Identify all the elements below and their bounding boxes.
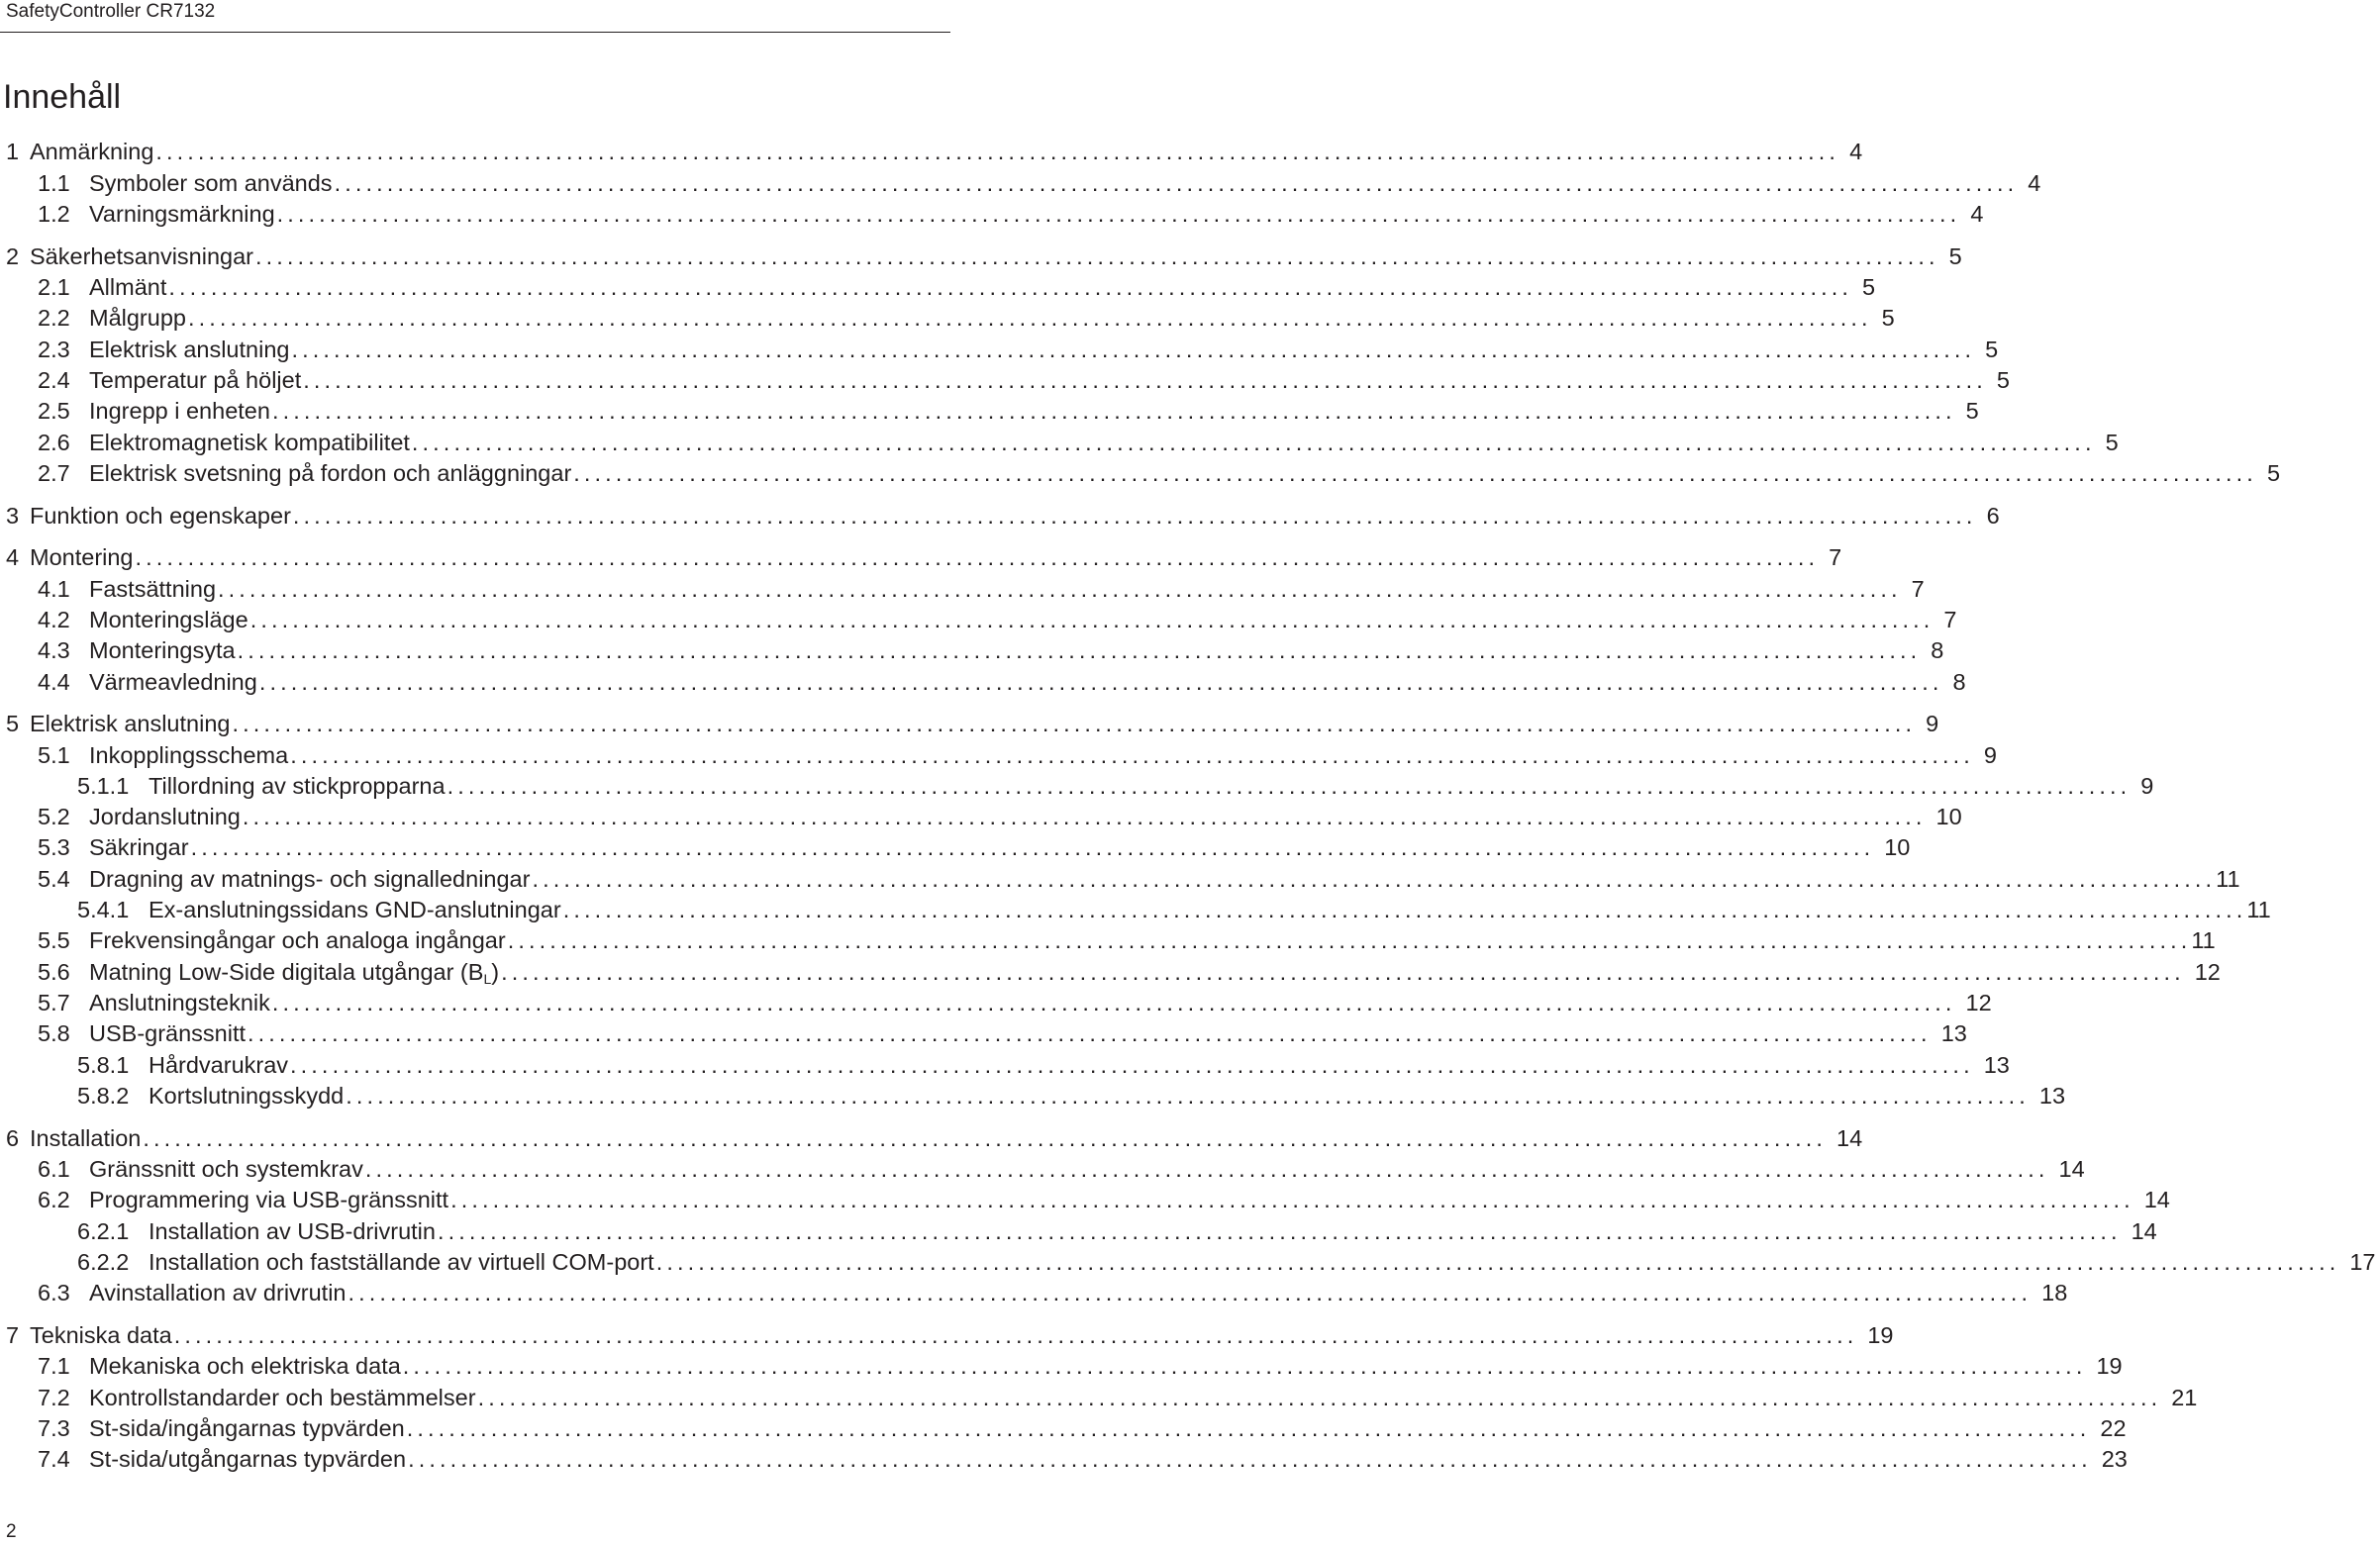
toc-entry-title-text: Monteringsyta (89, 637, 236, 663)
toc-entry-page: 19 (2096, 1353, 2123, 1379)
toc-entry-title (89, 957, 499, 987)
toc-entry-page: 5 (2266, 460, 2281, 486)
toc-entry-page: 7 (1943, 607, 1957, 632)
toc-dot-leader: ................................................................................................................................................................ (402, 1353, 2087, 1379)
toc-entry-title (89, 303, 186, 333)
toc-entry-number: 5.2 (38, 804, 70, 829)
toc-entry-number: 5.3 (38, 834, 70, 860)
toc-entry-5-5 (0, 925, 2216, 955)
toc-entry-2-4 (0, 365, 2010, 395)
toc-entry-title (30, 501, 291, 531)
toc-entry-7-2 (0, 1383, 2198, 1412)
toc-entry-number: 5 (6, 711, 20, 736)
toc-entry-title-text: Mekaniska och elektriska data (89, 1353, 401, 1379)
toc-dot-leader: ................................................................................................................................................................ (271, 398, 1956, 424)
toc-entry-4 (0, 542, 1842, 572)
toc-entry-number: 5.6 (38, 959, 70, 985)
toc-entry-number: 5.8.1 (77, 1052, 130, 1078)
toc-dot-leader: ................................................................................................................................................................ (187, 305, 1872, 331)
toc-entry-7 (0, 1320, 1894, 1350)
toc-entry-5-4 (0, 864, 2240, 894)
toc-entry-title (89, 1351, 401, 1381)
toc-entry-page: 18 (2041, 1280, 2068, 1305)
toc-dot-leader: ................................................................................................................................................................ (411, 430, 2096, 455)
toc-entry-number: 5.7 (38, 990, 70, 1015)
toc-entry-5-2 (0, 802, 1962, 831)
toc-entry-5-8-2 (0, 1081, 2066, 1111)
toc-dot-leader: ................................................................................................................................................................ (450, 1187, 2134, 1212)
toc-entry-title (89, 1018, 246, 1048)
toc-entry-page: 13 (1940, 1020, 1967, 1046)
toc-entry-number: 2.5 (38, 398, 70, 424)
toc-entry-title (89, 864, 530, 894)
toc-heading: Innehåll (3, 78, 122, 116)
toc-entry-title (89, 635, 236, 665)
toc-dot-leader: ................................................................................................................................................................ (291, 337, 1976, 362)
toc-dot-leader: ................................................................................................................................................................ (173, 1322, 1858, 1348)
toc-entry-page: 4 (1970, 201, 1984, 227)
toc-entry-title (89, 428, 410, 457)
toc-entry-title (89, 1383, 476, 1412)
toc-entry-title-text: Säkerhetsanvisningar (30, 243, 253, 269)
toc-entry-number: 4.2 (38, 607, 70, 632)
toc-entry-title-text: Värmeavledning (89, 669, 257, 695)
toc-entry-7-1 (0, 1351, 2123, 1381)
toc-entry-1-2 (0, 199, 1984, 229)
toc-entry-title (149, 1247, 654, 1277)
toc-entry-title (89, 272, 166, 302)
toc-entry-4-2 (0, 605, 1957, 634)
toc-entry-number: 6.2.1 (77, 1218, 130, 1244)
toc-entry-title-text: Jordanslutning (89, 804, 241, 829)
toc-entry-page: 8 (1952, 669, 1966, 695)
toc-dot-leader: ................................................................................................................................................................ (346, 1083, 2030, 1109)
header-rule (0, 32, 950, 33)
toc-entry-title-text: Installation och fastställande av virtuell COM-port (149, 1249, 654, 1275)
toc-entry-title-text: Symboler som används (89, 170, 333, 196)
toc-dot-leader: ................................................................................................................................................................ (501, 959, 2185, 985)
toc-entry-number: 2.7 (38, 460, 70, 486)
toc-entry-page: 5 (1862, 274, 1876, 300)
toc-entry-2-5 (0, 396, 1979, 426)
toc-entry-title (30, 137, 153, 166)
toc-entry-6-2-2 (0, 1247, 2376, 1277)
toc-entry-6-2-1 (0, 1216, 2157, 1246)
toc-entry-title-text: Funktion och egenskaper (30, 503, 291, 529)
toc-entry-title-text: Monteringsläge (89, 607, 248, 632)
toc-entry-number: 4 (6, 544, 20, 570)
toc-entry-title (89, 199, 275, 229)
toc-entry-title-text: Matning Low-Side digitala utgångar (B (89, 959, 484, 985)
toc-entry-page: 12 (1965, 990, 1992, 1015)
toc-entry-page: 5 (2105, 430, 2119, 455)
toc-entry-5-6 (0, 957, 2221, 987)
toc-entry-page: 11 (2246, 897, 2271, 922)
toc-dot-leader: ................................................................................................................................................................ (290, 742, 1974, 768)
toc-entry-title-subscript: L (483, 971, 492, 987)
toc-dot-leader: ................................................................................................................................................................ (507, 927, 2192, 953)
toc-entry-number: 2.1 (38, 274, 70, 300)
toc-dot-leader: ................................................................................................................................................................ (477, 1385, 2162, 1410)
toc-entry-title-text: Elektromagnetisk kompatibilitet (89, 430, 410, 455)
toc-entry-title (30, 542, 134, 572)
toc-entry-page: 17 (2349, 1249, 2376, 1275)
toc-entry-title-text: Fastsättning (89, 576, 217, 602)
toc-entry-title (89, 1154, 363, 1184)
toc-entry-5-8-1 (0, 1050, 2010, 1080)
toc-entry-title (89, 740, 288, 770)
toc-entry-title-text: St-sida/utgångarnas typvärden (89, 1446, 407, 1472)
toc-entry-page: 14 (2143, 1187, 2170, 1212)
toc-entry-title-text: Tekniska data (30, 1322, 172, 1348)
toc-entry-title (89, 802, 241, 831)
toc-entry-page: 9 (2140, 773, 2154, 799)
toc-dot-leader: ................................................................................................................................................................ (532, 866, 2217, 892)
toc-entry-2-6 (0, 428, 2119, 457)
toc-entry-page: 8 (1931, 637, 1944, 663)
toc-entry-title (89, 396, 270, 426)
toc-entry-4-1 (0, 574, 1925, 604)
toc-entry-title-text: Dragning av matnings- och signalledningar (89, 866, 531, 892)
toc-entry-page: 4 (2028, 170, 2041, 196)
toc-entry-page: 11 (2191, 927, 2216, 953)
toc-dot-leader: ................................................................................................................................................................ (408, 1446, 2092, 1472)
toc-entry-5-8 (0, 1018, 1967, 1048)
toc-entry-number: 1.1 (38, 170, 70, 196)
toc-entry-title-text: Temperatur på höljet (89, 367, 302, 393)
toc-entry-2-3 (0, 335, 1999, 364)
toc-entry-title-text: Installation (30, 1125, 142, 1151)
toc-dot-leader: ................................................................................................................................................................ (406, 1415, 2091, 1441)
toc-entry-title-text: Varningsmärkning (89, 201, 275, 227)
toc-dot-leader: ................................................................................................................................................................ (249, 607, 1934, 632)
toc-entry-5-3 (0, 832, 1911, 862)
toc-entry-title (30, 1320, 172, 1350)
toc-entry-title (149, 771, 446, 801)
toc-entry-page: 5 (1948, 243, 1962, 269)
toc-entry-number: 4.1 (38, 576, 70, 602)
toc-entry-title-text: Målgrupp (89, 305, 186, 331)
toc-entry-title-text: Inkopplingsschema (89, 742, 289, 768)
toc-dot-leader: ................................................................................................................................................................ (237, 637, 1922, 663)
toc-dot-leader: ................................................................................................................................................................ (258, 669, 1943, 695)
toc-entry-title (89, 988, 270, 1017)
toc-entry-title-text: Anmärkning (30, 139, 154, 164)
toc-entry-number: 5.4.1 (77, 897, 130, 922)
toc-entry-title-text: Elektrisk anslutning (89, 337, 290, 362)
toc-dot-leader: ................................................................................................................................................................ (248, 1020, 1932, 1046)
toc-entry-page: 21 (2171, 1385, 2198, 1410)
toc-entry-title (149, 895, 561, 924)
toc-entry-page: 11 (2216, 866, 2240, 892)
toc-dot-leader: ................................................................................................................................................................ (255, 243, 1939, 269)
toc-entry-title (89, 1444, 406, 1474)
toc-entry-title (89, 1185, 448, 1214)
toc-entry-number: 2.3 (38, 337, 70, 362)
toc-entry-title (30, 709, 230, 738)
toc-entry-4-3 (0, 635, 1944, 665)
toc-entry-number: 6.3 (38, 1280, 70, 1305)
toc-entry-7-4 (0, 1444, 2128, 1474)
toc-entry-title-text: Elektrisk svetsning på fordon och anläggningar (89, 460, 572, 486)
toc-dot-leader: ................................................................................................................................................................ (276, 201, 1961, 227)
toc-entry-1-1 (0, 168, 2041, 198)
toc-dot-leader: ................................................................................................................................................................ (290, 1052, 1974, 1078)
toc-entry-title-text: Allmänt (89, 274, 167, 300)
toc-entry-page: 7 (1829, 544, 1842, 570)
toc-entry-number: 5.5 (38, 927, 70, 953)
toc-dot-leader: ................................................................................................................................................................ (218, 576, 1902, 602)
toc-entry-title-text: Ex-anslutningssidans GND-anslutningar (149, 897, 561, 922)
toc-entry-title-text: Säkringar (89, 834, 189, 860)
toc-entry-page: 5 (1996, 367, 2010, 393)
toc-entry-number: 5.4 (38, 866, 70, 892)
toc-entry-title-text: Avinstallation av drivrutin (89, 1280, 347, 1305)
toc-entry-page: 22 (2100, 1415, 2127, 1441)
toc-entry-6-1 (0, 1154, 2085, 1184)
toc-entry-page: 5 (1985, 337, 1999, 362)
toc-dot-leader: ................................................................................................................................................................ (347, 1280, 2033, 1305)
toc-entry-title-suffix: ) (491, 959, 500, 985)
toc-entry-number: 4.4 (38, 669, 70, 695)
toc-entry-title-text: Montering (30, 544, 134, 570)
toc-dot-leader: ................................................................................................................................................................ (271, 990, 1956, 1015)
toc-entry-title-text: Installation av USB-drivrutin (149, 1218, 436, 1244)
toc-entry-page: 5 (1965, 398, 1979, 424)
toc-entry-title-text: Hårdvarukrav (149, 1052, 289, 1078)
toc-entry-title (89, 1278, 347, 1307)
toc-entry-title-text: Programmering via USB-gränssnitt (89, 1187, 449, 1212)
toc-entry-6-3 (0, 1278, 2068, 1307)
toc-entry-title (89, 168, 333, 198)
toc-dot-leader: ................................................................................................................................................................ (303, 367, 1987, 393)
toc-entry-page: 14 (1836, 1125, 1863, 1151)
toc-entry-number: 6 (6, 1125, 20, 1151)
toc-entry-4-4 (0, 667, 1966, 697)
toc-entry-number: 2.2 (38, 305, 70, 331)
toc-entry-title-text: St-sida/ingångarnas typvärden (89, 1415, 405, 1441)
toc-entry-number: 2.6 (38, 430, 70, 455)
toc-entry-page: 13 (2038, 1083, 2066, 1109)
toc-entry-title (89, 1413, 405, 1443)
toc-entry-title-text: Gränssnitt och systemkrav (89, 1156, 363, 1182)
toc-entry-1 (0, 137, 1863, 166)
toc-entry-title (89, 365, 301, 395)
toc-entry-title (89, 832, 189, 862)
toc-entry-title (89, 925, 506, 955)
toc-entry-6 (0, 1123, 1863, 1153)
toc-dot-leader: ................................................................................................................................................................ (562, 897, 2247, 922)
toc-entry-number: 1.2 (38, 201, 70, 227)
toc-entry-page: 9 (1926, 711, 1939, 736)
toc-entry-6-2 (0, 1185, 2170, 1214)
toc-entry-7-3 (0, 1413, 2127, 1443)
toc-entry-number: 6.2.2 (77, 1249, 130, 1275)
toc-entry-5-4-1 (0, 895, 2271, 924)
toc-entry-title (89, 667, 257, 697)
toc-dot-leader: ................................................................................................................................................................ (155, 139, 1840, 164)
toc-dot-leader: ................................................................................................................................................................ (232, 711, 1917, 736)
toc-entry-page: 13 (1983, 1052, 2010, 1078)
running-header: SafetyController CR7132 (6, 1, 216, 22)
toc-entry-title (149, 1081, 344, 1111)
toc-entry-page: 9 (1983, 742, 1997, 768)
toc-entry-2-2 (0, 303, 1895, 333)
toc-entry-2-7 (0, 458, 2281, 488)
toc-entry-title (30, 242, 253, 271)
toc-entry-page: 14 (2058, 1156, 2085, 1182)
toc-entry-page: 12 (2194, 959, 2221, 985)
page-number: 2 (6, 1521, 17, 1542)
toc-dot-leader: ................................................................................................................................................................ (135, 544, 1820, 570)
toc-entry-page: 19 (1867, 1322, 1894, 1348)
toc-entry-5-1 (0, 740, 1997, 770)
toc-entry-title-text: Ingrepp i enheten (89, 398, 270, 424)
toc-entry-title (89, 574, 216, 604)
toc-entry-page: 14 (2131, 1218, 2157, 1244)
toc-entry-title (149, 1216, 436, 1246)
toc-dot-leader: ................................................................................................................................................................ (446, 773, 2132, 799)
toc-entry-number: 7.3 (38, 1415, 70, 1441)
toc-entry-title-text: Elektrisk anslutning (30, 711, 231, 736)
toc-entry-page: 4 (1849, 139, 1863, 164)
toc-entry-number: 4.3 (38, 637, 70, 663)
toc-entry-page: 6 (1986, 503, 2000, 529)
toc-entry-number: 2.4 (38, 367, 70, 393)
toc-entry-title-text: Kontrollstandarder och bestämmelser (89, 1385, 476, 1410)
toc-entry-page: 23 (2101, 1446, 2128, 1472)
toc-dot-leader: ................................................................................................................................................................ (334, 170, 2019, 196)
toc-entry-title (89, 458, 571, 488)
toc-dot-leader: ................................................................................................................................................................ (242, 804, 1927, 829)
toc-entry-number: 7.2 (38, 1385, 70, 1410)
toc-entry-number: 5.8.2 (77, 1083, 130, 1109)
toc-entry-page: 10 (1884, 834, 1911, 860)
toc-entry-title-text: Tillordning av stickpropparna (149, 773, 446, 799)
toc-entry-title-text: Frekvensingångar och analoga ingångar (89, 927, 506, 953)
toc-entry-number: 7.1 (38, 1353, 70, 1379)
toc-entry-5-1-1 (0, 771, 2154, 801)
toc-entry-title-text: Kortslutningsskydd (149, 1083, 345, 1109)
toc-entry-number: 2 (6, 243, 20, 269)
toc-entry-page: 7 (1911, 576, 1925, 602)
toc-dot-leader: ................................................................................................................................................................ (190, 834, 1875, 860)
toc-entry-title-text: USB-gränssnitt (89, 1020, 247, 1046)
toc-entry-3 (0, 501, 2000, 531)
toc-dot-leader: ................................................................................................................................................................ (292, 503, 1977, 529)
toc-entry-number: 3 (6, 503, 20, 529)
toc-dot-leader: ................................................................................................................................................................ (168, 274, 1853, 300)
toc-entry-page: 10 (1935, 804, 1962, 829)
toc-dot-leader: ................................................................................................................................................................ (655, 1249, 2340, 1275)
toc-entry-2 (0, 242, 1962, 271)
toc-dot-leader: ................................................................................................................................................................ (437, 1218, 2122, 1244)
toc-entry-5-7 (0, 988, 1992, 1017)
toc-entry-number: 6.1 (38, 1156, 70, 1182)
toc-entry-number: 7.4 (38, 1446, 70, 1472)
toc-entry-number: 5.1 (38, 742, 70, 768)
toc-entry-title (149, 1050, 288, 1080)
toc-entry-number: 6.2 (38, 1187, 70, 1212)
toc-entry-number: 7 (6, 1322, 20, 1348)
toc-entry-number: 5.1.1 (77, 773, 130, 799)
toc-dot-leader: ................................................................................................................................................................ (143, 1125, 1828, 1151)
toc-dot-leader: ................................................................................................................................................................ (573, 460, 2257, 486)
toc-entry-number: 1 (6, 139, 20, 164)
toc-entry-number: 5.8 (38, 1020, 70, 1046)
toc-entry-title-text: Anslutningsteknik (89, 990, 270, 1015)
toc-dot-leader: ................................................................................................................................................................ (364, 1156, 2049, 1182)
toc-entry-page: 5 (1881, 305, 1895, 331)
toc-entry-5 (0, 709, 1939, 738)
toc-entry-title (89, 335, 289, 364)
toc-entry-title (89, 605, 248, 634)
toc-entry-title (30, 1123, 141, 1153)
toc-entry-2-1 (0, 272, 1876, 302)
